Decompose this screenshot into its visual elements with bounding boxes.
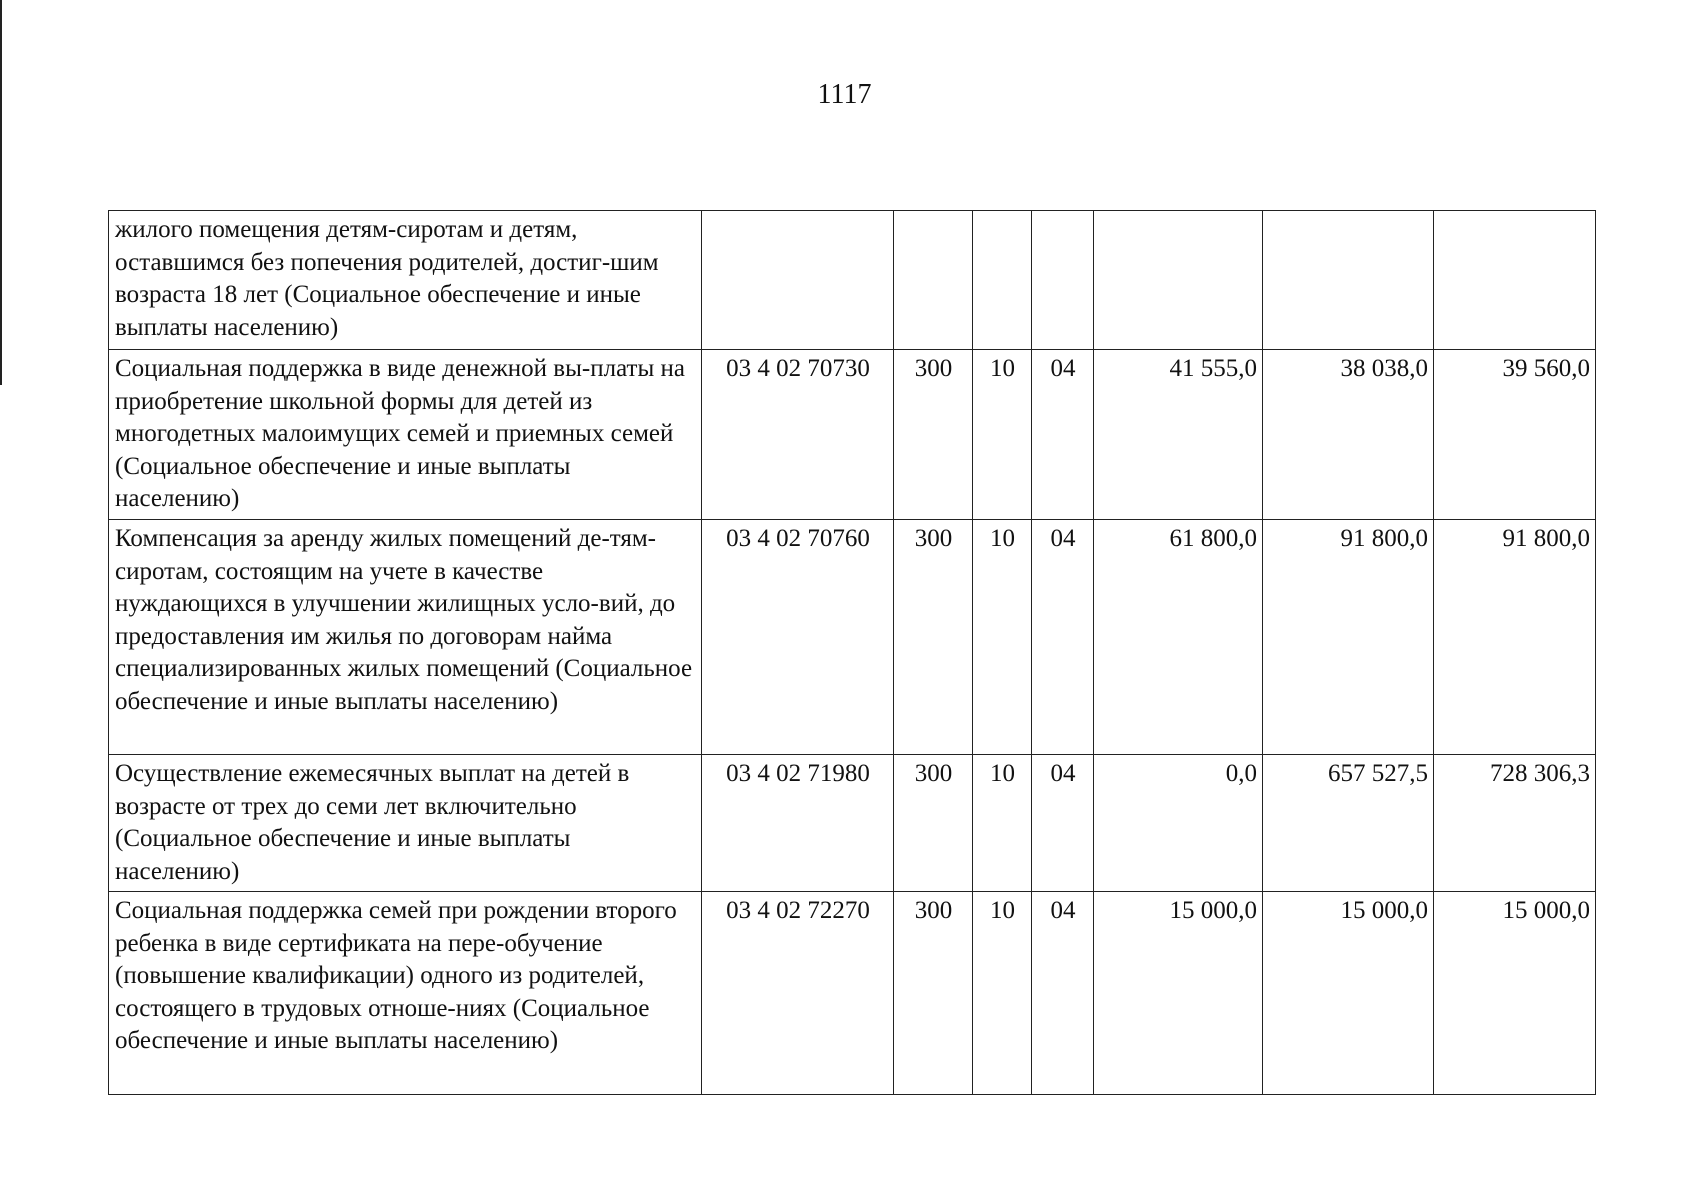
expense-type-cell <box>894 211 973 350</box>
amount-1-cell: 41 555,0 <box>1094 350 1263 520</box>
amount-1-cell <box>1094 211 1263 350</box>
amount-2-cell: 15 000,0 <box>1263 892 1434 1095</box>
table-row <box>109 520 1596 755</box>
expense-type-cell: 300 <box>894 520 973 755</box>
subsection-cell: 04 <box>1032 350 1094 520</box>
amount-3-cell: 91 800,0 <box>1434 520 1596 755</box>
row-name-cell: Социальная поддержка семей при рождении второго ребенка в виде сертификата на пере-обучение (повышение квалификации) одного из родителей, состоящего в трудовых отноше-ниях (Социальное обеспечение и иные выплаты населению) <box>109 892 702 1095</box>
amount-3-cell: 728 306,3 <box>1434 755 1596 892</box>
row-name-cell: Компенсация за аренду жилых помещений де-тям-сиротам, состоящим на учете в качестве нуждающихся в улучшении жилищных усло-вий, до предоставления им жилья по договорам найма специализированных жилых помещений (Социальное обеспечение и иные выплаты населению) <box>109 520 702 755</box>
expense-type-cell: 300 <box>894 892 973 1095</box>
table-row <box>109 892 1596 1095</box>
subsection-cell: 04 <box>1032 892 1094 1095</box>
target-code-cell: 03 4 02 70730 <box>702 350 894 520</box>
scan-margin-line <box>0 0 2 385</box>
budget-table <box>108 210 1596 1095</box>
expense-type-cell: 300 <box>894 755 973 892</box>
amount-1-cell: 0,0 <box>1094 755 1263 892</box>
amount-1-cell: 15 000,0 <box>1094 892 1263 1095</box>
section-cell: 10 <box>973 755 1032 892</box>
target-code-cell: 03 4 02 71980 <box>702 755 894 892</box>
section-cell <box>973 211 1032 350</box>
expense-type-cell: 300 <box>894 350 973 520</box>
subsection-cell: 04 <box>1032 520 1094 755</box>
amount-1-cell: 61 800,0 <box>1094 520 1263 755</box>
subsection-cell <box>1032 211 1094 350</box>
page-number: 1117 <box>817 79 872 110</box>
table-row <box>109 350 1596 520</box>
row-name-cell: жилого помещения детям-сиротам и детям, оставшимся без попечения родителей, достиг-шим возраста 18 лет (Социальное обеспечение и иные выплаты населению) <box>109 211 702 350</box>
target-code-cell: 03 4 02 70760 <box>702 520 894 755</box>
section-cell: 10 <box>973 350 1032 520</box>
table-row <box>109 755 1596 892</box>
amount-2-cell <box>1263 211 1434 350</box>
row-name-cell: Социальная поддержка в виде денежной вы-платы на приобретение школьной формы для детей из многодетных малоимущих семей и приемных семей (Социальное обеспечение и иные выплаты населению) <box>109 350 702 520</box>
amount-3-cell <box>1434 211 1596 350</box>
amount-3-cell: 39 560,0 <box>1434 350 1596 520</box>
amount-3-cell: 15 000,0 <box>1434 892 1596 1095</box>
section-cell: 10 <box>973 520 1032 755</box>
amount-2-cell: 91 800,0 <box>1263 520 1434 755</box>
amount-2-cell: 38 038,0 <box>1263 350 1434 520</box>
target-code-cell: 03 4 02 72270 <box>702 892 894 1095</box>
target-code-cell <box>702 211 894 350</box>
amount-2-cell: 657 527,5 <box>1263 755 1434 892</box>
section-cell: 10 <box>973 892 1032 1095</box>
subsection-cell: 04 <box>1032 755 1094 892</box>
table-row <box>109 211 1596 350</box>
row-name-cell: Осуществление ежемесячных выплат на детей в возрасте от трех до семи лет включительно (Социальное обеспечение и иные выплаты населению) <box>109 755 702 892</box>
